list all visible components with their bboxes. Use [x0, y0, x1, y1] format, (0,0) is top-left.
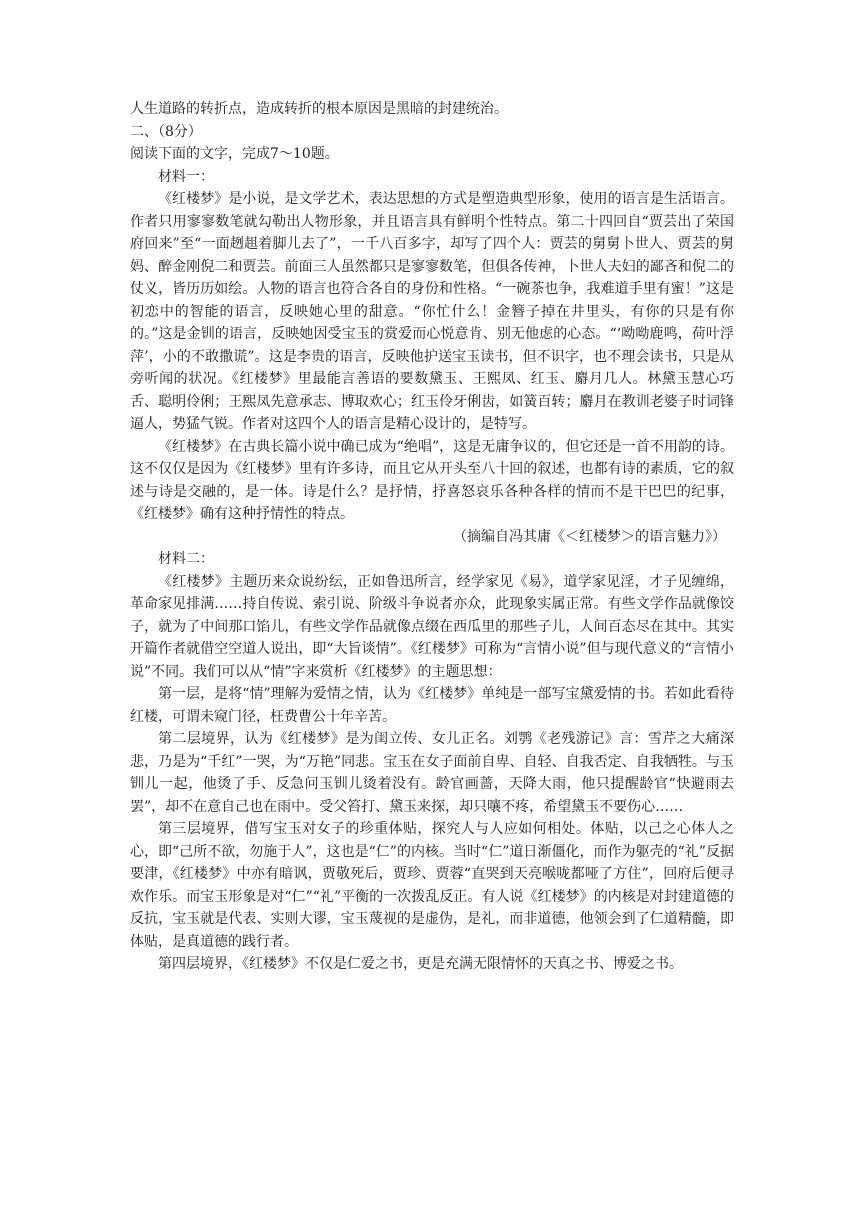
material-2-paragraph-1: 《红楼梦》主题历来众说纷纭，正如鲁迅所言，经学家见《易》，道学家见淫，才子见缠绵，革命家见排满……持自传说、索引说、阶级斗争说者亦众，此现象实属正常。有些文学作品就像饺子，就为了中间那口馅儿，有些文学作品就像点缀在西瓜里的那些子儿，人间百态尽在其中。其实开篇作者就借空空道人说出，即“大旨谈情”。《红楼梦》可称为“言情小说”但与现代意义的“言情小说”不同。我们可以从“情”字来赏析《红楼梦》的主题思想：: [130, 573, 734, 680]
material-1-source: （摘编自冯其庸《＜红楼梦＞的语言魅力》）: [453, 528, 726, 545]
material-1-label: 材料一：: [158, 168, 214, 185]
material-2-paragraph-4: 第三层境界，借写宝玉对女子的珍重体贴，探究人与人应如何相处。体贴，以己之心体人之心，即“己所不欲，勿施于人”，这也是“仁”的内核。当时“仁”道日渐僵化，而作为躯壳的“礼”反据要津，《红楼梦》中亦有暗讽，贾敬死后，贾珍、贾蓉“直哭到天亮喉咙都哑了方住”，回府后便寻欢作乐。而宝玉形象是对“仁”“礼”平衡的一次拨乱反正。有人说《红楼梦》的内核是对封建道德的反抗，宝玉就是代表、实则大谬，宝玉蔑视的是虚伪，是礼，而非道德，他领会到了仁道精髓，即体贴，是真道德的践行者。: [130, 821, 734, 950]
material-1-paragraph-2: 《红楼梦》在古典长篇小说中确已成为“绝唱”，这是无庸争议的，但它还是一首不用韵的诗。这不仅仅是因为《红楼梦》里有许多诗，而且它从开头至八十回的叙述，也都有诗的素质，它的叙述与诗是交融的，是一体。诗是什么？是抒情，抒喜怒哀乐各种各样的情而不是干巴巴的纪事，《红楼梦》确有这种抒情性的特点。: [130, 438, 734, 522]
section-heading: 二、（8分）: [130, 123, 202, 140]
material-2-paragraph-2: 第一层，是将“情”理解为爱情之情，认为《红楼梦》单纯是一部写宝黛爱情的书。若如此看待红楼，可谓未窥门径，枉费曹公十年辛苦。: [130, 686, 734, 725]
document-page: [130, 98, 734, 976]
instruction-line: 阅读下面的文字，完成7～10题。: [130, 146, 339, 162]
material-1-paragraph-1: 《红楼梦》是小说，是文学艺术，表达思想的方式是塑造典型形象，使用的语言是生活语言。作者只用寥寥数笔就勾勒出人物形象，并且语言具有鲜明个性特点。第二十四回自“贾芸出了荣国府回来”至“一面趔趄着脚儿去了”，一千八百多字，却写了四个人：贾芸的舅舅卜世人、贾芸的舅妈、醉金刚倪二和贾芸。前面三人虽然都只是寥寥数笔，但俱各传神，卜世人夫妇的鄙吝和倪二的仗义，皆历历如绘。人物的语言也符合各自的身份和性格。“一碗茶也争，我难道手里有蜜！”这是初恋中的智能的语言，反映她心里的甜意。“你忙什么！金簪子掉在井里头，有你的只是有你的。”这是金钏的语言，反映她因受宝玉的赏爱而心悦意肯、别无他虑的心态。“‘呦呦鹿鸣，荷叶浮萍’，小的不敢撒谎”。这是李贵的语言，反映他护送宝玉读书，但不识字，也不理会读书，只是从旁听闻的状况。《红楼梦》里最能言善语的要数黛玉、王熙凤、红玉、麝月几人。林黛玉慧心巧舌、聪明伶俐；王熙凤先意承志、博取欢心；红玉伶牙俐齿，如簧百转；麝月在教训老婆子时词锋逼人，势猛气锐。作者对这四个人的语言是精心设计的，是特写。: [130, 191, 734, 432]
material-2-paragraph-5: 第四层境界，《红楼梦》不仅是仁爱之书，更是充满无限情怀的天真之书、博爱之书。: [158, 956, 683, 972]
material-2-paragraph-3: 第二层境界，认为《红楼梦》是为闺立传、女儿正名。刘鹗《老残游记》言：雪芹之大痛深悲，乃是为“千红”一哭，为“万艳”同悲。宝玉在女子面前自卑、自轻、自我否定、自我牺牲。与玉钏儿一起，他烫了手、反急问玉钏儿烫着没有。龄官画蔷，天降大雨，他只提醒龄官“快避雨去罢”，却不在意自己也在雨中。受父笞打、黛玉来探，却只嚷不疼，希望黛玉不要伤心……: [130, 731, 734, 815]
material-2-label: 材料二：: [158, 551, 214, 567]
paragraph-continuation: 人生道路的转折点，造成转折的根本原因是黑暗的封建统治。: [130, 101, 508, 117]
